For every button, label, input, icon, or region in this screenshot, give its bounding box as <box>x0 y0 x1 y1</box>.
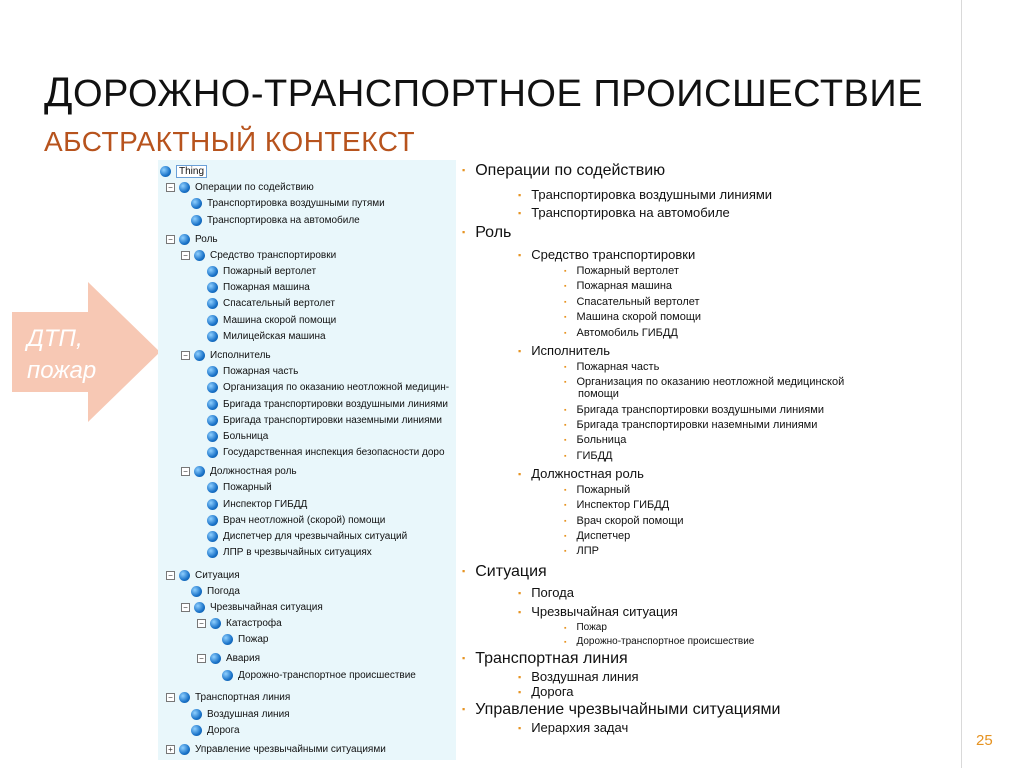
tree-node-label: Машина скорой помощи <box>223 314 337 326</box>
tree-node[interactable] <box>166 179 314 195</box>
bullet-icon: ▪ <box>564 283 567 291</box>
class-node-icon <box>179 744 190 755</box>
class-node-icon <box>207 415 218 426</box>
tree-node-label: Ситуация <box>195 569 240 581</box>
tree-node[interactable] <box>207 328 326 344</box>
tree-node-label: Операции по содействию <box>195 181 314 193</box>
outline-item-text: Диспетчер <box>576 530 631 543</box>
tree-node-label: Thing <box>176 165 207 178</box>
bullet-icon: ▪ <box>564 364 567 372</box>
outline-item-level-4 <box>564 622 607 635</box>
class-node-icon <box>207 531 218 542</box>
outline-item-text: Машина скорой помощи <box>576 311 702 324</box>
tree-node[interactable] <box>191 195 385 211</box>
outline-item-text: Средство транспортировки <box>531 247 696 263</box>
tree-node[interactable] <box>197 615 282 631</box>
tree-node[interactable] <box>191 583 240 599</box>
bullet-icon: ▪ <box>564 548 567 556</box>
tree-node[interactable] <box>207 379 449 395</box>
bullet-icon: ▪ <box>518 672 522 683</box>
bullet-icon: ▪ <box>518 346 522 357</box>
outline-item-level-3 <box>564 265 679 278</box>
tree-node-label: Катастрофа <box>226 617 282 629</box>
tree-node[interactable] <box>207 528 407 544</box>
outline-item-level-2 <box>518 466 644 483</box>
outline-item-level-2 <box>518 187 772 204</box>
outline-item-level-3 <box>564 515 684 528</box>
tree-node[interactable] <box>207 479 272 495</box>
outline-item-text: Ситуация <box>475 563 547 581</box>
outline-item-text: Бригада транспортировки воздушными линиями <box>576 404 824 417</box>
bullet-icon: ▪ <box>564 533 567 541</box>
class-node-icon <box>207 547 218 558</box>
bullet-icon: ▪ <box>518 208 522 219</box>
outline-item-text: Организация по оказанию неотложной медицинской <box>576 376 845 389</box>
tree-node[interactable] <box>160 163 207 179</box>
outline-item-text: Пожарный <box>576 484 631 497</box>
ontology-tree-panel[interactable] <box>158 160 456 760</box>
bullet-icon: ▪ <box>518 723 522 734</box>
class-node-icon <box>210 618 221 629</box>
collapse-icon[interactable]: − <box>166 693 175 702</box>
class-node-icon <box>210 653 221 664</box>
tree-node[interactable] <box>207 428 268 444</box>
bullet-icon: ▪ <box>564 639 567 646</box>
outline-item-level-1 <box>462 701 780 719</box>
class-node-icon <box>207 399 218 410</box>
tree-node-label: Государственная инспекция безопасности доро <box>223 446 445 458</box>
tree-node-label: Больница <box>223 430 269 442</box>
outline-item-text: Иерархия задач <box>531 720 629 736</box>
tree-node-label: Пожарная часть <box>223 365 299 377</box>
tree-node-label: Чрезвычайная ситуация <box>210 601 323 613</box>
bullet-icon: ▪ <box>518 607 522 618</box>
outline-item-level-3 <box>564 450 612 463</box>
collapse-icon[interactable]: − <box>181 467 190 476</box>
outline-item-level-3 <box>564 311 701 324</box>
outline-item-level-2 <box>518 604 678 621</box>
tree-node[interactable] <box>207 295 335 311</box>
class-node-icon <box>207 331 218 342</box>
tree-node[interactable] <box>207 496 307 512</box>
bullet-icon: ▪ <box>564 268 567 276</box>
class-node-icon <box>222 670 233 681</box>
outline-item-text: Чрезвычайная ситуация <box>531 604 678 620</box>
tree-node[interactable] <box>207 279 310 295</box>
bullet-icon: ▪ <box>564 502 567 510</box>
class-node-icon <box>194 350 205 361</box>
class-node-icon <box>207 431 218 442</box>
collapse-icon[interactable]: − <box>166 183 175 192</box>
bullet-icon: ▪ <box>564 518 567 526</box>
tree-node[interactable] <box>207 396 448 412</box>
outline-item-level-3 <box>564 361 659 374</box>
collapse-icon[interactable]: − <box>197 654 206 663</box>
tree-node[interactable] <box>207 312 336 328</box>
tree-node-label: Авария <box>226 652 260 664</box>
outline-item-level-2 <box>518 247 695 264</box>
tree-node[interactable] <box>207 412 442 428</box>
class-node-icon <box>191 725 202 736</box>
outline-item-text: Транспортировка на автомобиле <box>531 205 730 221</box>
outline-item-text: Воздушная линия <box>531 669 639 685</box>
outline-item-text: Пожарная машина <box>576 280 673 293</box>
outline-item-level-3 <box>564 530 630 543</box>
arrow-label <box>27 323 96 387</box>
arrow-label-line1: ДТП, <box>27 325 83 352</box>
tree-node-label: ЛПР в чрезвычайных ситуациях <box>223 546 372 558</box>
collapse-icon[interactable]: − <box>197 619 206 628</box>
tree-node-label: Управление чрезвычайными ситуациями <box>195 743 386 755</box>
class-node-icon <box>179 570 190 581</box>
outline-item-text: Погода <box>531 585 574 601</box>
class-node-icon <box>207 499 218 510</box>
tree-node-label: Пожарная машина <box>223 281 310 293</box>
outline-item-level-3 <box>564 327 678 340</box>
bullet-icon: ▪ <box>518 190 522 201</box>
tree-node-label: Бригада транспортировки воздушными линиями <box>223 398 448 410</box>
class-node-icon <box>207 447 218 458</box>
outline-item-level-3 <box>564 296 700 309</box>
class-node-icon <box>207 482 218 493</box>
collapse-icon[interactable]: − <box>181 351 190 360</box>
class-node-icon <box>179 182 190 193</box>
outline-item-text: Управление чрезвычайными ситуациями <box>475 701 781 719</box>
outline-item-text: Транспортная линия <box>475 650 628 668</box>
outline-item-text: Бригада транспортировки наземными линиями <box>576 419 818 432</box>
tree-node-label: Организация по оказанию неотложной медицин- <box>223 381 450 393</box>
tree-node-label: Дорога <box>207 724 240 736</box>
bullet-icon: ▪ <box>564 314 567 322</box>
class-node-icon <box>194 602 205 613</box>
outline-item-text: Автомобиль ГИБДД <box>576 327 678 340</box>
bullet-icon: ▪ <box>564 299 567 307</box>
bullet-icon: ▪ <box>518 588 522 599</box>
outline-item-level-3 <box>564 499 669 512</box>
tree-node-label: Транспортировка воздушными путями <box>207 197 385 209</box>
class-node-icon <box>207 366 218 377</box>
page-number: 25 <box>976 732 993 749</box>
tree-node-label: Дорожно-транспортное происшествие <box>238 669 416 681</box>
bullet-icon: ▪ <box>462 227 466 238</box>
tree-node-label: Инспектор ГИБДД <box>223 498 308 510</box>
tree-node-label: Пожарный <box>223 481 272 493</box>
tree-node-label: Пожарный вертолет <box>223 265 317 277</box>
collapse-icon[interactable]: − <box>181 603 190 612</box>
outline-item-level-3 <box>578 388 619 400</box>
bullet-icon: ▪ <box>564 407 567 415</box>
outline-item-text: Инспектор ГИБДД <box>576 499 670 512</box>
outline-item-text: помощи <box>578 388 619 401</box>
bullet-icon: ▪ <box>518 469 522 480</box>
outline-item-level-3 <box>564 404 824 417</box>
class-node-icon <box>207 382 218 393</box>
outline-item-level-3 <box>564 484 630 497</box>
class-node-icon <box>222 634 233 645</box>
outline-item-level-1 <box>462 162 665 180</box>
tree-node[interactable] <box>222 631 268 647</box>
tree-node-label: Врач неотложной (скорой) помощи <box>223 514 386 526</box>
tree-node-label: Спасательный вертолет <box>223 297 335 309</box>
outline-item-level-3 <box>564 434 626 447</box>
outline-item-text: Транспортировка воздушными линиями <box>531 187 773 203</box>
class-node-icon <box>194 250 205 261</box>
outline-item-level-3 <box>564 545 599 558</box>
tree-node-label: Воздушная линия <box>207 708 290 720</box>
tree-node-label: Исполнитель <box>210 349 271 361</box>
outline-item-level-2 <box>518 343 610 360</box>
outline-item-level-2 <box>518 720 628 737</box>
bullet-icon: ▪ <box>564 453 567 461</box>
outline-item-text: Дорога <box>531 684 574 700</box>
outline-item-text: Больница <box>576 434 627 447</box>
tree-node[interactable] <box>191 706 290 722</box>
bullet-icon: ▪ <box>462 653 466 664</box>
outline-item-text: ГИБДД <box>576 450 613 463</box>
tree-node[interactable] <box>191 212 360 228</box>
slide-subtitle: АБСТРАКТНЫЙ КОНТЕКСТ <box>44 126 416 157</box>
tree-node[interactable] <box>166 567 240 583</box>
outline-item-text: Дорожно-транспортное происшествие <box>576 636 755 647</box>
collapse-icon[interactable]: − <box>166 571 175 580</box>
tree-node-label: Погода <box>207 585 240 597</box>
bullet-icon: ▪ <box>564 330 567 338</box>
class-node-icon <box>207 282 218 293</box>
tree-node[interactable] <box>207 444 445 460</box>
tree-node[interactable] <box>181 599 323 615</box>
class-node-icon <box>191 586 202 597</box>
tree-node[interactable] <box>207 544 372 560</box>
tree-node-label: Бригада транспортировки наземными линиями <box>223 414 442 426</box>
bullet-icon: ▪ <box>518 250 522 261</box>
outline-item-level-2 <box>518 205 730 222</box>
class-node-icon <box>179 692 190 703</box>
class-node-icon <box>191 709 202 720</box>
bullet-icon: ▪ <box>564 379 567 387</box>
outline-item-text: Роль <box>475 224 512 242</box>
tree-node-label: Роль <box>195 233 218 245</box>
title-rest: ОРОЖНО-ТРАНСПОРТНОЕ ПРОИСШЕСТВИЕ <box>72 73 924 115</box>
tree-node-label: Должностная роль <box>210 465 297 477</box>
tree-node[interactable] <box>191 722 240 738</box>
tree-node[interactable] <box>207 363 298 379</box>
tree-node[interactable] <box>197 650 260 666</box>
tree-node-label: Милицейская машина <box>223 330 326 342</box>
arrow-label-line2: пожар <box>27 357 97 384</box>
outline-item-text: Исполнитель <box>531 343 611 359</box>
class-node-icon <box>207 515 218 526</box>
bullet-icon: ▪ <box>462 704 466 715</box>
outline-item-text: Пожарный вертолет <box>576 265 679 278</box>
collapse-icon[interactable]: − <box>166 235 175 244</box>
collapse-icon[interactable]: − <box>181 251 190 260</box>
tree-node[interactable] <box>181 463 297 479</box>
outline-item-text: Должностная роль <box>531 466 644 482</box>
outline-item-level-2 <box>518 585 574 602</box>
outline-item-level-3 <box>564 280 672 293</box>
tree-node[interactable] <box>166 741 386 757</box>
tree-node-label: Диспетчер для чрезвычайных ситуаций <box>223 530 408 542</box>
tree-node[interactable] <box>166 689 290 705</box>
outline-item-level-3 <box>564 419 817 432</box>
class-node-icon <box>191 198 202 209</box>
tree-node[interactable] <box>181 347 271 363</box>
outline-item-text: Операции по содействию <box>475 162 666 180</box>
bullet-icon: ▪ <box>462 566 466 577</box>
bullet-icon: ▪ <box>564 437 567 445</box>
bullet-icon: ▪ <box>564 625 567 632</box>
tree-node[interactable] <box>181 247 336 263</box>
tree-node-label: Пожар <box>238 633 269 645</box>
tree-node-label: Средство транспортировки <box>210 249 337 261</box>
tree-node[interactable] <box>207 512 385 528</box>
outline-item-text: Пожар <box>576 622 607 633</box>
outline-item-text: Пожарная часть <box>576 361 660 374</box>
bullet-icon: ▪ <box>564 422 567 430</box>
class-node-icon <box>194 466 205 477</box>
class-node-icon <box>207 298 218 309</box>
class-node-icon <box>191 215 202 226</box>
class-node-icon <box>207 315 218 326</box>
expand-icon[interactable]: + <box>166 745 175 754</box>
outline-item-level-2 <box>518 684 574 701</box>
bullet-icon: ▪ <box>564 487 567 495</box>
outline-item-text: Спасательный вертолет <box>576 296 700 309</box>
outline-item-level-1 <box>462 650 628 668</box>
outline-item-level-1 <box>462 224 511 242</box>
tree-node-label: Транспортировка на автомобиле <box>207 214 360 226</box>
outline-item-level-4 <box>564 636 754 649</box>
class-node-icon <box>179 234 190 245</box>
outline-item-text: Врач скорой помощи <box>576 515 684 528</box>
title-first-letter: Д <box>44 68 73 115</box>
tree-node[interactable] <box>166 231 218 247</box>
bullet-icon: ▪ <box>518 687 522 698</box>
outline-item-text: ЛПР <box>576 545 599 558</box>
tree-node[interactable] <box>222 667 416 683</box>
class-node-icon <box>160 166 171 177</box>
outline-item-level-1 <box>462 563 547 581</box>
tree-node-label: Транспортная линия <box>195 691 291 703</box>
slide-right-border <box>961 0 962 768</box>
bullet-icon: ▪ <box>462 165 466 176</box>
tree-node[interactable] <box>207 263 316 279</box>
class-node-icon <box>207 266 218 277</box>
slide-title <box>44 68 923 116</box>
